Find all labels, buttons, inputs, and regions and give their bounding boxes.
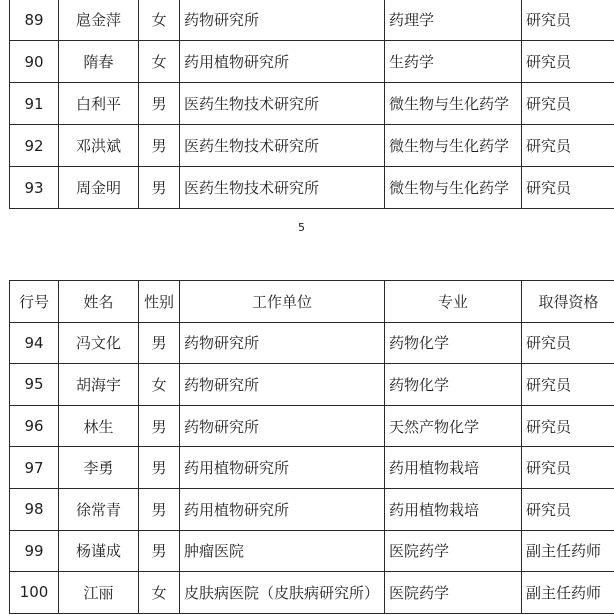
cell-sex: 女 [139,41,180,83]
cell-row-number: 91 [10,83,59,125]
cell-major: 医院药学 [385,572,522,614]
table-row [10,364,614,406]
cell-row-number: 94 [10,322,59,364]
cell-work-unit: 药用植物研究所 [180,41,385,83]
table-row [10,572,614,614]
cell-row-number: 100 [10,572,59,614]
cell-sex: 男 [139,447,180,489]
cell-row-number: 92 [10,125,59,167]
table-row [10,405,614,447]
cell-qualification: 研究员 [522,0,614,41]
cell-name: 周金明 [59,167,139,209]
cell-name: 李勇 [59,447,139,489]
cell-major: 医院药学 [385,530,522,572]
cell-work-unit: 药物研究所 [180,0,385,41]
cell-row-number: 90 [10,41,59,83]
roster-table-top [9,0,614,209]
table-row [10,167,614,209]
cell-row-number: 95 [10,364,59,406]
cell-qualification: 副主任药师 [522,572,614,614]
cell-work-unit: 医药生物技术研究所 [180,83,385,125]
cell-row-number: 98 [10,488,59,530]
header-name: 姓名 [59,281,139,323]
cell-row-number: 99 [10,530,59,572]
cell-qualification: 研究员 [522,405,614,447]
table-row [10,125,614,167]
page-number: 5 [298,221,305,234]
cell-sex: 男 [139,322,180,364]
cell-name: 徐常青 [59,488,139,530]
cell-sex: 男 [139,488,180,530]
cell-row-number: 93 [10,167,59,209]
cell-name: 邓洪斌 [59,125,139,167]
cell-work-unit: 皮肤病医院（皮肤病研究所） [180,572,385,614]
cell-qualification: 研究员 [522,447,614,489]
cell-sex: 男 [139,167,180,209]
cell-qualification: 研究员 [522,364,614,406]
table-row [10,488,614,530]
table-row [10,41,614,83]
cell-row-number: 97 [10,447,59,489]
cell-name: 扈金萍 [59,0,139,41]
table-header-row [10,281,614,323]
table-row [10,447,614,489]
header-sex: 性别 [139,281,180,323]
cell-work-unit: 肿瘤医院 [180,530,385,572]
cell-qualification: 研究员 [522,488,614,530]
cell-major: 药理学 [385,0,522,41]
cell-qualification: 研究员 [522,83,614,125]
cell-qualification: 研究员 [522,167,614,209]
cell-major: 天然产物化学 [385,405,522,447]
cell-major: 微生物与生化药学 [385,167,522,209]
cell-sex: 男 [139,125,180,167]
cell-qualification: 研究员 [522,322,614,364]
cell-name: 白利平 [59,83,139,125]
table-row [10,322,614,364]
cell-name: 冯文化 [59,322,139,364]
table-row [10,530,614,572]
header-major: 专业 [385,281,522,323]
cell-major: 生药学 [385,41,522,83]
cell-major: 药物化学 [385,364,522,406]
cell-work-unit: 医药生物技术研究所 [180,167,385,209]
roster-table-bottom [9,280,614,614]
cell-sex: 女 [139,0,180,41]
cell-major: 微生物与生化药学 [385,83,522,125]
cell-sex: 男 [139,405,180,447]
cell-sex: 女 [139,572,180,614]
cell-name: 杨谨成 [59,530,139,572]
cell-sex: 男 [139,530,180,572]
cell-major: 药物化学 [385,322,522,364]
cell-work-unit: 医药生物技术研究所 [180,125,385,167]
cell-major: 微生物与生化药学 [385,125,522,167]
cell-qualification: 研究员 [522,125,614,167]
cell-name: 林生 [59,405,139,447]
header-work-unit: 工作单位 [180,281,385,323]
cell-qualification: 研究员 [522,41,614,83]
cell-work-unit: 药物研究所 [180,405,385,447]
roster-table-top-body [10,0,614,209]
cell-row-number: 89 [10,0,59,41]
cell-work-unit: 药用植物研究所 [180,447,385,489]
roster-table-bottom-body [10,322,614,613]
cell-sex: 男 [139,83,180,125]
cell-work-unit: 药物研究所 [180,364,385,406]
cell-work-unit: 药物研究所 [180,322,385,364]
cell-row-number: 96 [10,405,59,447]
cell-name: 胡海宇 [59,364,139,406]
cell-work-unit: 药用植物研究所 [180,488,385,530]
cell-name: 江丽 [59,572,139,614]
cell-major: 药用植物栽培 [385,488,522,530]
header-qualification: 取得资格 [522,281,614,323]
cell-sex: 女 [139,364,180,406]
table-row [10,83,614,125]
table-row [10,0,614,41]
cell-name: 隋春 [59,41,139,83]
cell-major: 药用植物栽培 [385,447,522,489]
header-row-number: 行号 [10,281,59,323]
cell-qualification: 副主任药师 [522,530,614,572]
